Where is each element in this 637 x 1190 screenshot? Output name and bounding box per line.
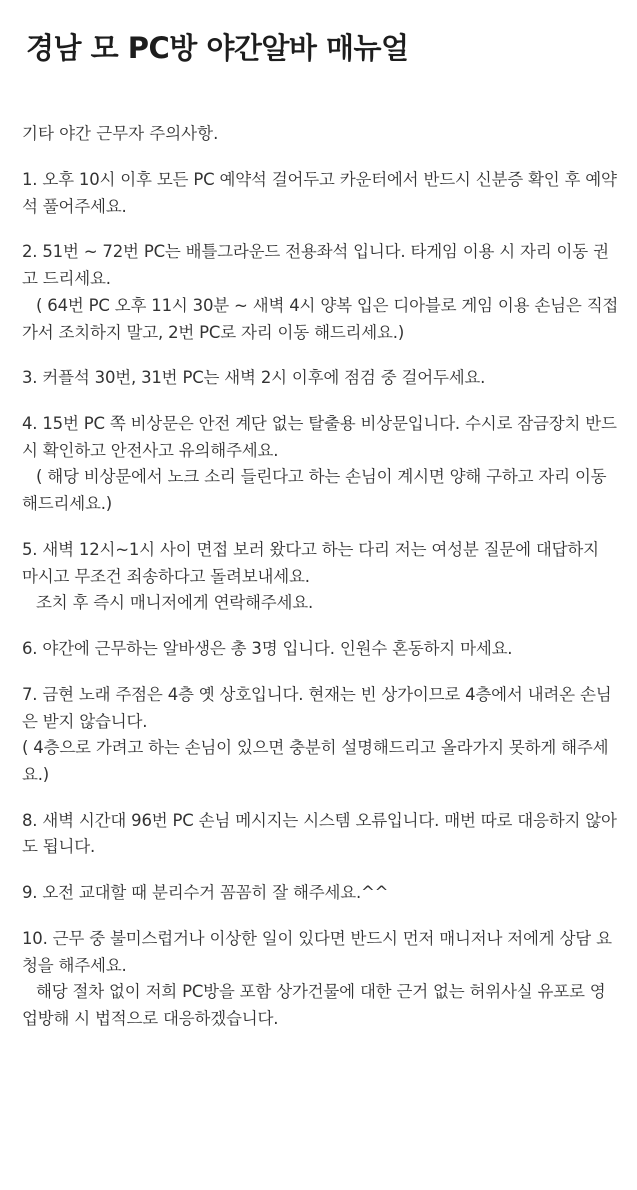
item-paragraph: 7. 금현 노래 주점은 4층 옛 상호입니다. 현재는 빈 상가이므로 4층에서 내려온 손님은 받지 않습니다. <box>22 684 612 731</box>
list-item <box>22 365 619 392</box>
list-item <box>22 411 619 518</box>
page-title: 경남 모 PC방 야간알바 매뉴얼 <box>26 31 409 65</box>
list-item <box>22 167 619 220</box>
intro-text: 기타 야간 근무자 주의사항. <box>22 124 219 144</box>
item-paragraph-note: 조치 후 즉시 매니저에게 연락해주세요. <box>36 593 314 613</box>
item-paragraph: 6. 야간에 근무하는 알바생은 총 3명 입니다. 인원수 혼동하지 마세요. <box>22 639 513 659</box>
list-item <box>22 636 619 663</box>
item-paragraph-note: 해당 절차 없이 저희 PC방을 포함 상가건물에 대한 근거 없는 허위사실 유포로 영업방해 시 법적으로 대응하겠습니다. <box>22 982 606 1028</box>
item-paragraph: 10. 근무 중 불미스럽거나 이상한 일이 있다면 반드시 먼저 매니저나 저에게 상담 요청을 해주세요. <box>22 928 612 975</box>
list-item <box>22 239 619 346</box>
item-paragraph: 5. 새벽 12시~1시 사이 면접 보러 왔다고 하는 다리 저는 여성분 질문에 대답하지 마시고 무조건 죄송하다고 돌려보내세요. <box>22 539 599 586</box>
item-paragraph: 9. 오전 교대할 때 분리수거 꼼꼼히 잘 해주세요.^^ <box>22 883 389 903</box>
item-paragraph: 4. 15번 PC 쪽 비상문은 안전 계단 없는 탈출용 비상문입니다. 수시로 잠금장치 반드시 확인하고 안전사고 유의해주세요. <box>22 414 617 460</box>
list-item <box>22 682 619 789</box>
list-item <box>22 880 619 907</box>
item-paragraph: 8. 새벽 시간대 96번 PC 손님 메시지는 시스템 오류입니다. 매번 따로 대응하지 않아도 됩니다. <box>22 810 617 857</box>
item-paragraph-note: ( 64번 PC 오후 11시 30분 ~ 새벽 4시 양복 입은 디아블로 게임 이용 손님은 직접 가서 조치하지 말고, 2번 PC로 자리 이동 해드리세요.) <box>22 295 619 342</box>
list-item <box>22 926 619 1033</box>
item-paragraph-note: ( 4층으로 가려고 하는 손님이 있으면 충분히 설명해드리고 올라가지 못하게 해주세요.) <box>22 738 609 784</box>
item-paragraph: 3. 커플석 30번, 31번 PC는 새벽 2시 이후에 점검 중 걸어두세요. <box>22 368 486 388</box>
item-paragraph-note: ( 해당 비상문에서 노크 소리 들린다고 하는 손님이 계시면 양해 구하고 자리 이동 해드리세요.) <box>22 467 607 514</box>
list-item <box>22 808 619 861</box>
item-paragraph: 1. 오후 10시 이후 모든 PC 예약석 걸어두고 카운터에서 반드시 신분증 확인 후 예약석 풀어주세요. <box>22 170 617 216</box>
list-item <box>22 537 619 617</box>
manual-item-list <box>18 147 619 1033</box>
item-paragraph: 2. 51번 ~ 72번 PC는 배틀그라운드 전용좌석 입니다. 타게임 이용 시 자리 이동 권고 드리세요. <box>22 242 609 289</box>
